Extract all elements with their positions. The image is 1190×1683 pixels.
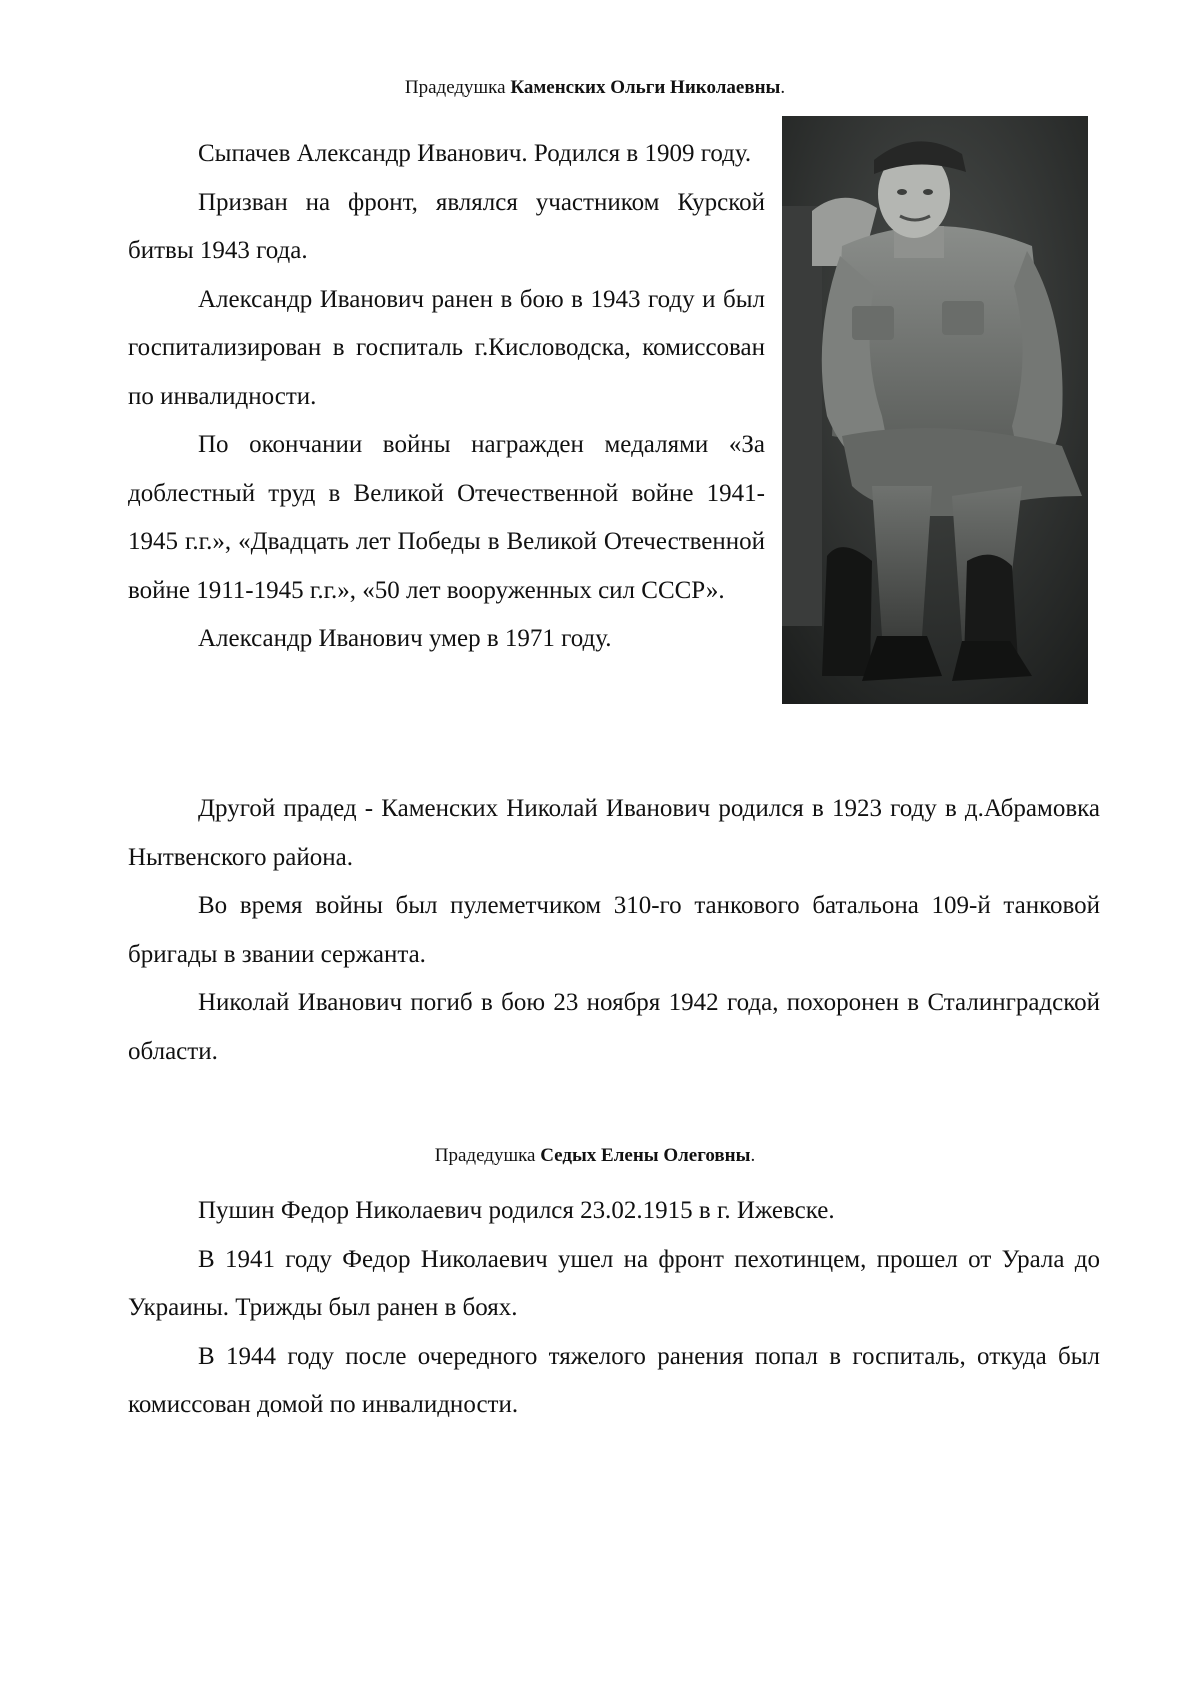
portrait-photo	[782, 116, 1088, 704]
section3-text	[128, 1187, 1100, 1430]
paragraph: По окончании войны награжден медалями «За доблестный труд в Великой Отечественной войне 1941-1945 г.г.», «Двадцать лет Победы в Великой Отечественной войне 1911-1945 г.г.», «50 лет вооруженных сил СССР».	[128, 431, 765, 604]
section1-heading-name: Каменских Ольги Николаевны	[510, 77, 781, 98]
paragraph: Александр Иванович ранен в бою в 1943 году и был госпитализирован в госпиталь г.Кисловодска, комиссован по инвалидности.	[128, 285, 765, 410]
section1-text	[128, 130, 765, 664]
section3-heading-suffix: .	[750, 1145, 756, 1166]
paragraph: В 1944 году после очередного тяжелого ранения попал в госпиталь, откуда был комиссован домой по инвалидности.	[128, 1342, 1100, 1418]
paragraph: Сыпачев Александр Иванович. Родился в 1909 году.	[198, 140, 752, 167]
section3-heading-name: Седых Елены Олеговны	[540, 1145, 751, 1166]
section3-heading-prefix: Прадедушка	[434, 1145, 541, 1166]
paragraph: Николай Иванович погиб в бою 23 ноября 1942 года, похоронен в Сталинградской области.	[128, 989, 1100, 1065]
paragraph: Александр Иванович умер в 1971 году.	[198, 625, 612, 652]
portrait-photo-drawing	[782, 116, 1088, 704]
section2-text	[128, 785, 1100, 1076]
section1-heading-suffix: .	[780, 77, 786, 98]
paragraph: Другой прадед - Каменских Николай Иванович родился в 1923 году в д.Абрамовка Нытвенского района.	[128, 795, 1100, 871]
section1-heading-prefix: Прадедушка	[404, 77, 511, 98]
paragraph: В 1941 году Федор Николаевич ушел на фронт пехотинцем, прошел от Урала до Украины. Трижды был ранен в боях.	[128, 1245, 1100, 1321]
section1-heading	[0, 76, 1190, 100]
section3-heading	[0, 1144, 1190, 1168]
paragraph: Пушин Федор Николаевич родился 23.02.1915 в г. Ижевске.	[198, 1197, 835, 1224]
paragraph: Во время войны был пулеметчиком 310-го танкового батальона 109-й танковой бригады в звании сержанта.	[128, 892, 1100, 968]
paragraph: Призван на фронт, являлся участником Курской битвы 1943 года.	[128, 188, 765, 264]
